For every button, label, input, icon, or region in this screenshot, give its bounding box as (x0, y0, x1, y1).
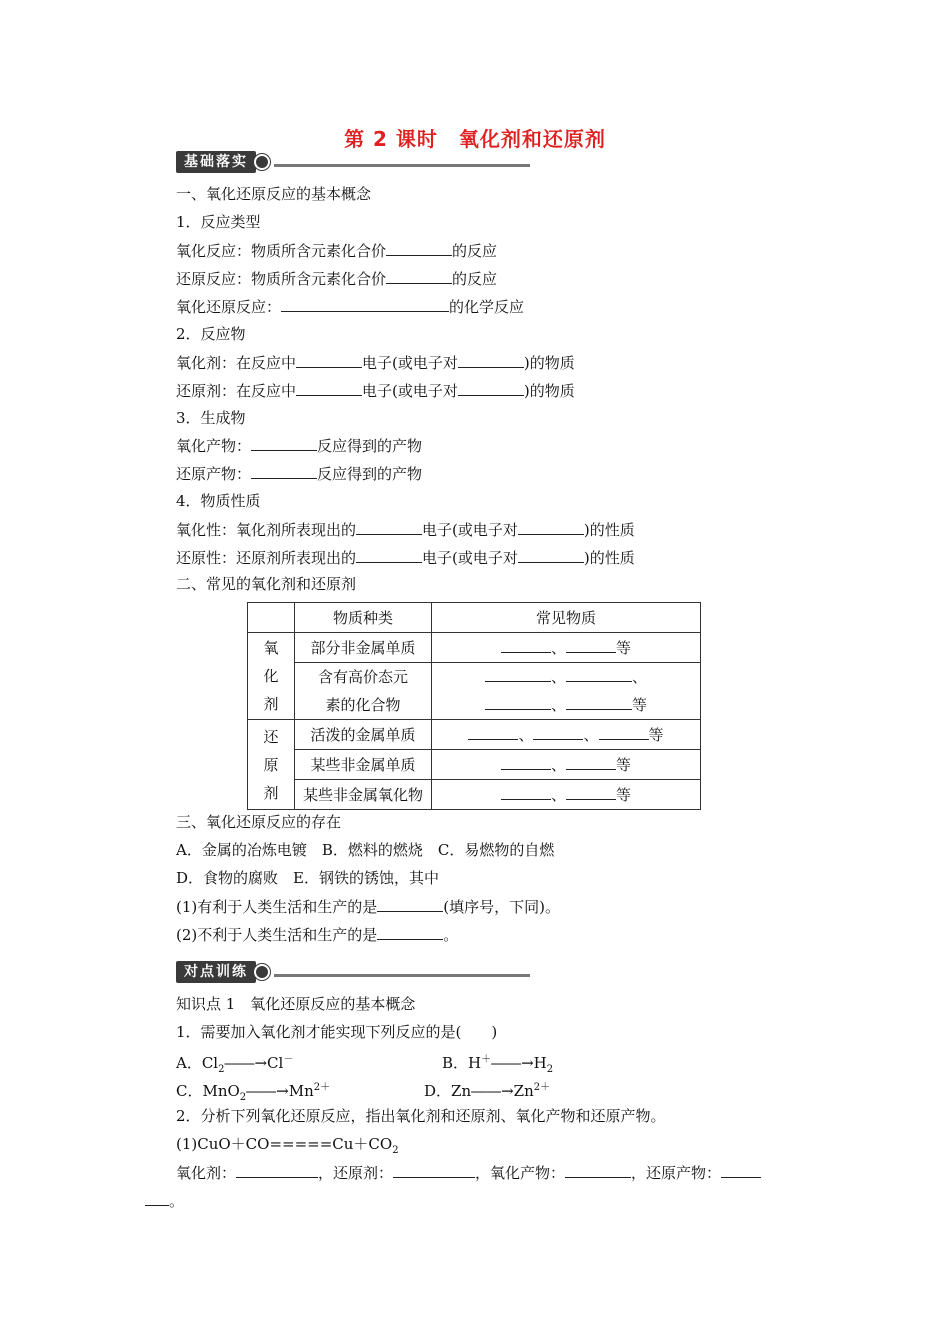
cell-answer: 、 等 (432, 750, 701, 780)
blank[interactable] (251, 463, 317, 479)
line-redox: 氧化还原反应： 的化学反应 (176, 298, 525, 316)
section-banner-basics (176, 151, 530, 173)
blank[interactable] (236, 1162, 318, 1178)
blank[interactable] (281, 296, 449, 312)
cell-kind: 部分非金属单质 (295, 633, 432, 663)
blank[interactable] (356, 519, 422, 535)
question-3-1: (1)有利于人类生活和生产的是 (填序号，下同)。 (176, 898, 560, 916)
banner-dot-icon (254, 154, 270, 170)
blank[interactable] (518, 547, 584, 563)
banner-label: 基础落实 (176, 151, 256, 173)
blank[interactable] (458, 380, 524, 396)
question-2: 2．分析下列氧化还原反应，指出氧化剂和还原剂、氧化产物和还原产物。 (176, 1107, 666, 1125)
line-red-product: 还原产物： 反应得到的产物 (176, 465, 423, 483)
line-ox-property: 氧化性：氧化剂所表现出的 电子(或电子对 )的性质 (176, 521, 635, 539)
heading-1-3: 3．生成物 (176, 409, 246, 427)
agents-table (247, 602, 701, 810)
line-ox-product: 氧化产物： 反应得到的产物 (176, 437, 423, 455)
heading-3: 三、氧化还原反应的存在 (176, 813, 342, 831)
row-label-reductant: 还 原 剂 (248, 720, 295, 810)
blank[interactable] (296, 352, 362, 368)
banner-rule (274, 974, 530, 977)
cell-kind: 某些非金属单质 (295, 750, 432, 780)
line-oxidation: 氧化反应：物质所含元素化合价 的反应 (176, 242, 498, 260)
cell-answer: 、 等 (432, 780, 701, 810)
heading-1-2: 2．反应物 (176, 325, 246, 343)
options-line-2: D．食物的腐败 E．钢铁的锈蚀，其中 (176, 869, 439, 887)
banner-rule (274, 164, 530, 167)
blank[interactable] (386, 240, 452, 256)
choice-c: C．$MnO_2――\to Mn^{2+}$ (176, 1082, 331, 1103)
line-reduction: 还原反应：物质所含元素化合价 的反应 (176, 270, 498, 288)
heading-1-4: 4．物质性质 (176, 492, 261, 510)
blank[interactable] (356, 547, 422, 563)
page-title: 第 2 课时 氧化剂和还原剂 (344, 127, 606, 151)
cell-answer: 、 、 等 (432, 720, 701, 750)
cell-answer: 、 、 、 等 (432, 663, 701, 720)
line-red-property: 还原性：还原剂所表现出的 电子(或电子对 )的性质 (176, 549, 635, 567)
blank[interactable] (565, 1162, 631, 1178)
heading-1-1: 1．反应类型 (176, 213, 261, 231)
heading-1: 一、氧化还原反应的基本概念 (176, 185, 372, 203)
row-label-oxidant: 氧 化 剂 (248, 633, 295, 720)
choice-b: B．$H^+――\to H_2$ (442, 1054, 554, 1075)
answer-line: 氧化剂： ，还原剂： ，氧化产物： ，还原产物： (176, 1162, 761, 1183)
cell-answer: 、 等 (432, 633, 701, 663)
banner-dot-icon (254, 964, 270, 980)
blank[interactable] (458, 352, 524, 368)
heading-2: 二、常见的氧化剂和还原剂 (176, 575, 357, 593)
line-oxidant: 氧化剂：在反应中 电子(或电子对 )的物质 (176, 354, 575, 372)
answer-line-end: 。 (145, 1190, 184, 1211)
blank[interactable] (377, 896, 443, 912)
options-line-1: A．金属的冶炼电镀 B．燃料的燃烧 C．易燃物的自燃 (176, 841, 555, 859)
blank[interactable] (145, 1190, 169, 1206)
table-corner (248, 603, 295, 633)
blank[interactable] (393, 1162, 475, 1178)
banner-label: 对点训练 (176, 961, 256, 983)
blank[interactable] (296, 380, 362, 396)
choice-a: A．$Cl_2――\to Cl^-$ (176, 1054, 294, 1075)
cell-kind: 活泼的金属单质 (295, 720, 432, 750)
knowledge-point-1: 知识点 1 氧化还原反应的基本概念 (176, 995, 416, 1013)
blank[interactable] (377, 924, 443, 940)
blank[interactable] (518, 519, 584, 535)
blank[interactable] (721, 1162, 761, 1178)
col-header-kind: 物质种类 (295, 603, 432, 633)
line-reductant: 还原剂：在反应中 电子(或电子对 )的物质 (176, 382, 575, 400)
question-3-2: (2)不利于人类生活和生产的是 。 (176, 926, 459, 944)
blank[interactable] (386, 268, 452, 284)
cell-kind: 某些非金属氧化物 (295, 780, 432, 810)
cell-kind: 含有高价态元 素的化合物 (295, 663, 432, 720)
equation-1: $(1)CuO+CO=====Cu+CO_2$ (176, 1135, 399, 1156)
blank[interactable] (251, 435, 317, 451)
col-header-substances: 常见物质 (432, 603, 701, 633)
section-banner-practice (176, 961, 530, 983)
question-1: 1．需要加入氧化剂才能实现下列反应的是( ) (176, 1023, 498, 1041)
choice-d: D．$Zn――\to Zn^{2+}$ (424, 1082, 551, 1100)
